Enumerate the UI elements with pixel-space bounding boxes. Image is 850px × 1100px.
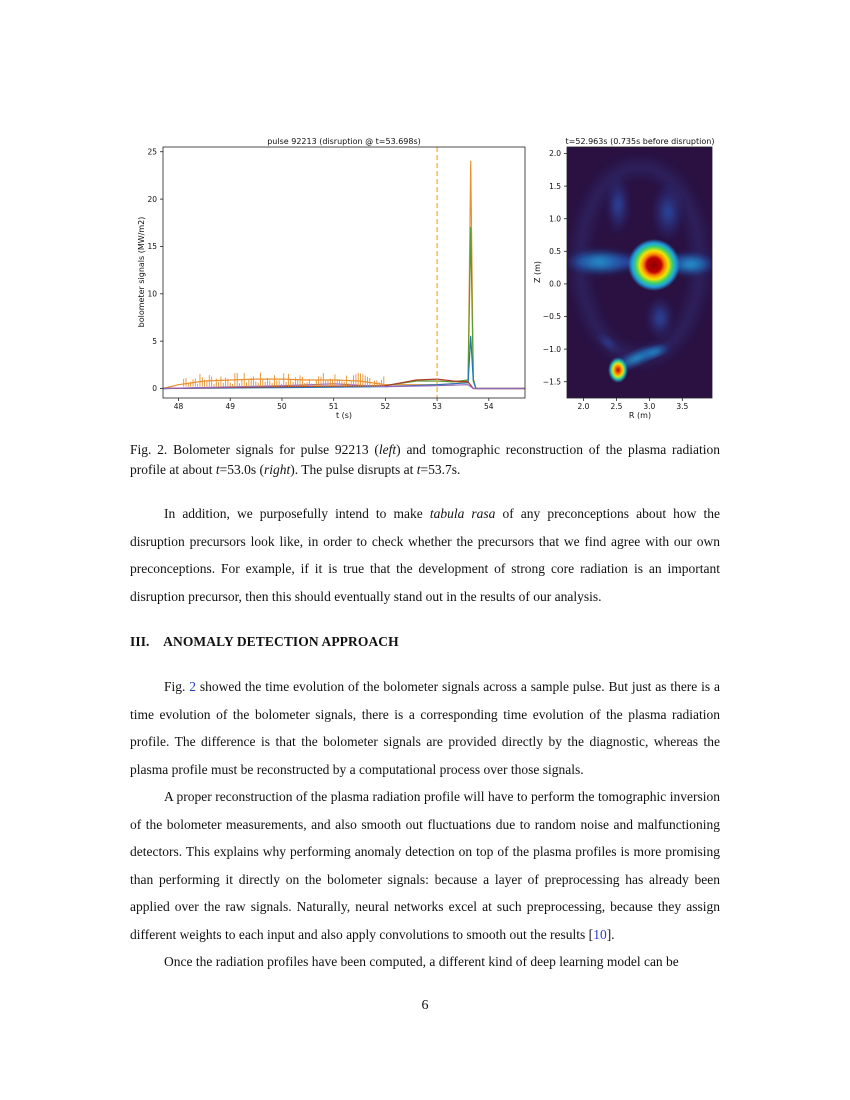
y-tick-label: −1.0 — [542, 344, 561, 354]
x-tick-label: 2.0 — [577, 402, 590, 411]
caption-left-word: left — [378, 442, 397, 457]
y-tick-label: 5 — [152, 336, 157, 346]
caption-right-word: right — [264, 462, 291, 477]
caption-text: =53.0s ( — [219, 462, 264, 477]
caption-text: =53.7s. — [420, 462, 461, 477]
caption-text: ) and tomographic reconstruction of the plasma radiation profile at about — [130, 442, 720, 477]
page-number: 6 — [421, 998, 429, 1013]
x-tick-label: 52 — [380, 402, 391, 411]
y-tick-label: 0.0 — [549, 279, 561, 289]
x-tick-label: 54 — [484, 402, 494, 411]
section-heading: III. ANOMALY DETECTION APPROACH — [130, 634, 399, 649]
x-tick-label: 2.5 — [610, 402, 623, 411]
x-tick-label: 53 — [432, 402, 442, 411]
right-chart-ylabel: Z (m) — [533, 260, 542, 284]
left-chart-ylabel: bolometer signals (MW/m2) — [137, 216, 146, 328]
y-tick-label: 15 — [147, 242, 157, 252]
paragraph-text: ]. — [606, 926, 615, 942]
figure-reference-link[interactable]: 2 — [189, 679, 196, 694]
y-tick-label: 20 — [147, 194, 157, 204]
paragraph-text: A proper reconstruction of the plasma radiation profile will have to perform the tomographic inversion of the bolometer measurements, and also smooth out fluctuations due to random noise and malfunctioning detectors. This explains why performing anomaly detection on top of the plasma profiles is more promising than performing it directly on the bolometer signals: because a layer of preprocessing has already been applied over the raw signals. Naturally, neural networks excel at such preprocessing, because they assign different weights to each input and also apply convolutions to smooth out the results [ — [130, 789, 720, 942]
y-tick-label: 0.5 — [549, 247, 561, 257]
emphasis-tabula-rasa: tabula rasa — [429, 506, 496, 521]
y-tick-label: −1.5 — [542, 377, 561, 387]
x-tick-label: 49 — [225, 402, 236, 411]
core-radiation-hotspot — [628, 239, 680, 291]
y-tick-label: −0.5 — [542, 312, 561, 322]
x-tick-label: 51 — [328, 402, 339, 411]
y-tick-label: 25 — [147, 147, 157, 157]
y-tick-label: 2.0 — [549, 149, 561, 159]
citation-link[interactable]: 10 — [593, 926, 607, 942]
paragraph-3 — [130, 783, 720, 948]
caption-text: Bolometer signals for pulse 92213 ( — [167, 442, 379, 457]
paragraph-1 — [130, 500, 720, 610]
paragraph-text: In addition, we purposefully intend to make — [164, 506, 430, 521]
x-tick-label: 3.0 — [643, 402, 656, 411]
y-tick-label: 1.5 — [549, 181, 561, 191]
figure-caption — [130, 440, 720, 480]
y-tick-label: 1.0 — [549, 214, 561, 224]
heatmap-image — [564, 147, 716, 398]
paragraph-4: Once the radiation profiles have been computed, a different kind of deep learning model can be — [164, 954, 679, 969]
x-tick-label: 50 — [277, 402, 287, 411]
paragraph-2 — [130, 673, 720, 783]
caption-text: ). The pulse disrupts at — [290, 462, 417, 477]
paragraph-text: showed the time evolution of the bolometer signals across a sample pulse. But just as there is a time evolution of the bolometer signals, there is a corresponding time evolution of the plasma radiation profile. The difference is that the bolometer signals are provided directly by the diagnostic, whereas the plasma profile must be reconstructed by a computational process over those signals. — [130, 679, 720, 777]
right-chart-xlabel: R (m) — [628, 411, 652, 420]
right-chart-title: t=52.963s (0.735s before disruption) — [565, 137, 715, 146]
left-chart-title: pulse 92213 (disruption @ t=53.698s) — [267, 137, 421, 146]
x-tick-label: 48 — [173, 402, 184, 411]
left-chart-xlabel: t (s) — [335, 411, 353, 420]
caption-t-symbol: t — [215, 462, 220, 477]
paragraph-text: Fig. — [164, 679, 190, 694]
x-tick-label: 3.5 — [676, 402, 689, 411]
tomographic-reconstruction-heatmap — [0, 0, 850, 430]
caption-label: Fig. 2. — [130, 442, 168, 457]
caption-t-symbol: t — [416, 462, 421, 477]
divertor-hotspot — [608, 357, 628, 383]
y-tick-label: 10 — [147, 289, 157, 299]
paragraph-text: of any preconceptions about how the disruption precursors look like, in order to check whether the precursors that we find agree with our own preconceptions. For example, if it is true that the development of strong core radiation is an important disruption precursor, then this should eventually stand out in the results of our analysis. — [130, 506, 720, 604]
y-tick-label: 0 — [152, 384, 157, 394]
